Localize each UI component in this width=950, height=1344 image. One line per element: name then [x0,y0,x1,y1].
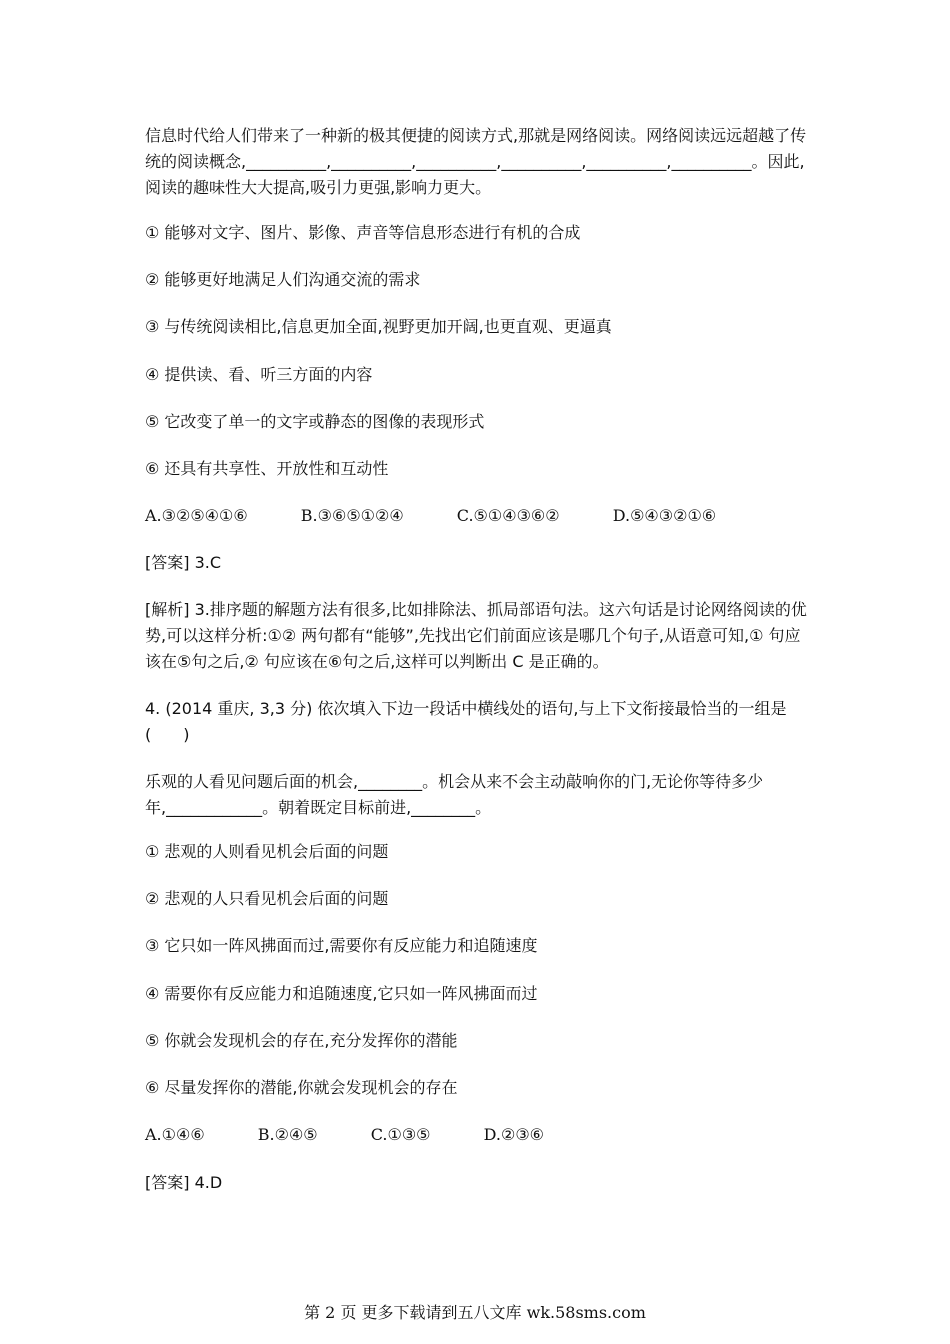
q3-item-2: ② 能够更好地满足人们沟通交流的需求 [145,270,421,289]
q4-option-a: A.①④⑥ [145,1125,205,1144]
q3-item-6: ⑥ 还具有共享性、开放性和互动性 [145,459,389,478]
q3-option-a: A.③②⑤④①⑥ [145,506,248,525]
q4-passage: 乐观的人看见问题后面的机会,________。机会从来不会主动敲响你的门,无论你等待多少年,____________。朝着既定目标前进,________。 [145,772,764,817]
q4-item-6: ⑥ 尽量发挥你的潜能,你就会发现机会的存在 [145,1078,458,1097]
q3-passage: 信息时代给人们带来了一种新的极其便捷的阅读方式,那就是网络阅读。网络阅读远远超越了传统的阅读概念,__________,__________,__________,__________,__________,__________。因此,阅读的趣味性大大提高,吸引力更强,影响力更大。 [145,126,807,197]
q4-option-d: D.②③⑥ [483,1125,544,1144]
q3-options [145,503,764,529]
q3-item-1: ① 能够对文字、图片、影像、声音等信息形态进行有机的合成 [145,223,581,242]
page-footer: 第 2 页 更多下载请到五八文库 wk.58sms.com [304,1303,646,1322]
q3-option-b: B.③⑥⑤①②④ [300,506,404,525]
q4-item-2: ② 悲观的人只看见机会后面的问题 [145,889,389,908]
q3-analysis: [解析] 3.排序题的解题方法有很多,比如排除法、抓局部语句法。这六句话是讨论网络阅读的优势,可以这样分析:①② 两句都有“能够”,先找出它们前面应该是哪几个句子,从语意可知,① 句应该在⑤句之后,② 句应该在⑥句之后,这样可以判断出 C 是正确的。 [145,600,807,671]
q4-item-5: ⑤ 你就会发现机会的存在,充分发挥你的潜能 [145,1031,458,1050]
q4-item-3: ③ 它只如一阵风拂面而过,需要你有反应能力和追随速度 [145,936,538,955]
q4-options [145,1122,592,1148]
q4-option-b: B.②④⑤ [257,1125,318,1144]
q4-stem: 4. (2014 重庆, 3,3 分) 依次填入下边一段话中横线处的语句,与上下文衔接最恰当的一组是( ) [145,699,787,744]
q4-item-4: ④ 需要你有反应能力和追随速度,它只如一阵风拂面而过 [145,984,538,1003]
q3-option-c: C.⑤①④③⑥② [456,506,560,525]
q3-item-5: ⑤ 它改变了单一的文字或静态的图像的表现形式 [145,412,485,431]
q3-answer: [答案] 3.C [145,553,222,572]
q3-item-4: ④ 提供读、看、听三方面的内容 [145,365,373,384]
q3-option-d: D.⑤④③②①⑥ [612,506,717,525]
q4-answer: [答案] 4.D [145,1173,223,1192]
q3-item-3: ③ 与传统阅读相比,信息更加全面,视野更加开阔,也更直观、更逼真 [145,317,612,336]
q4-option-c: C.①③⑤ [370,1125,431,1144]
q4-item-1: ① 悲观的人则看见机会后面的问题 [145,842,389,861]
